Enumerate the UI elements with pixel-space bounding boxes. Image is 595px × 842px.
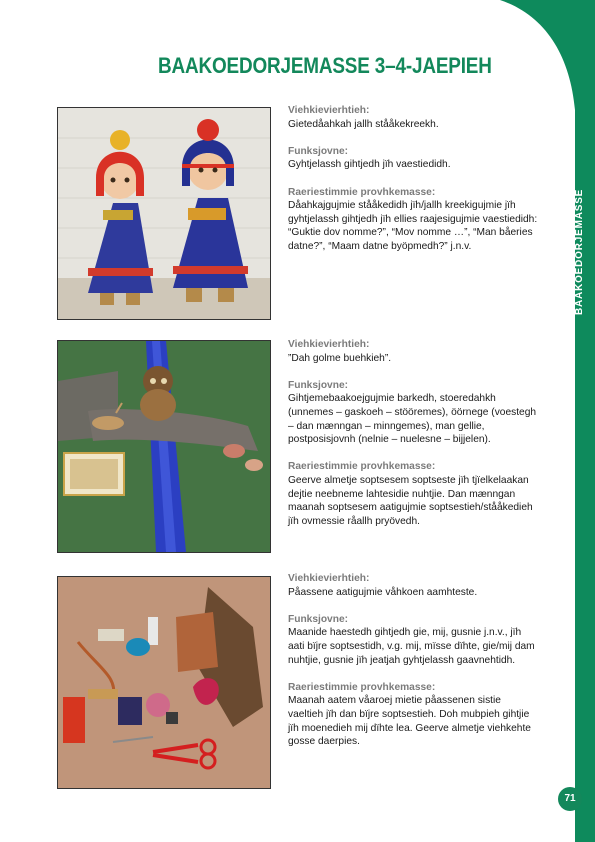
block-label: Funksjovne: [288, 145, 349, 157]
section-1-block-2 [288, 145, 538, 172]
block-text: Geerve almetje soptsesem soptseste jïh tjïelkelaakan dejtie neebneme lahtesidie nuhtjie. Dan mænngan maanah soptsesem aatigujmie soptsestieh/stååkedieh jïh ovmessie råallh pryövedh. [288, 474, 533, 527]
section-1-text [288, 104, 538, 267]
block-label: Raeriestimmie provhkemasse: [288, 681, 436, 693]
title-range: 3–4 [374, 53, 406, 78]
block-text: Dåahkajgujmie stååkedidh jïh/jallh kreekigujmie jïh gyhtjelassh gihtjedh jïh ellies raajesigujmie vaestiedidh: “Guktie dov nomme?”, “Mov nomme …”, “Man båeries datne?”, “Maam datne byöpmedh?” j.n.v. [288, 200, 538, 252]
side-label-text: BAAKOEDORJEMASSE [574, 188, 585, 315]
block-text: Maanide haestedh gihtjedh gie, mij, gusnie j.n.v., jïh aati bïjre soptsestidh, v.g. mij, mïsse dïhte, gie/mij dam nuhtjie, gusnie jïh jeatjah gyhtjelassh gaavnehtidh. [288, 627, 535, 666]
block-text: Gietedåahkah jallh stååkekreekh. [288, 118, 439, 130]
page-number: 71 [558, 787, 582, 811]
photo-sewing-items [57, 576, 271, 789]
block-text: Gyhtjelassh gihtjedh jïh vaestiedidh. [288, 159, 451, 171]
block-label: Raeriestimmie provhkemasse: [288, 461, 436, 473]
photo-troll-river-scene [57, 340, 271, 553]
title-prefix: BAAKOEDORJEMASSE [158, 53, 375, 78]
block-text: ”Dah golme buehkieh”. [288, 352, 392, 364]
section-1-block-3 [288, 186, 538, 254]
side-band [575, 0, 595, 842]
block-label: Viehkievierhtieh: [288, 573, 370, 584]
section-3-block-1 [288, 572, 538, 599]
block-label: Viehkievierhtieh: [288, 105, 370, 116]
block-label: Funksjovne: [288, 613, 349, 625]
corner-curve [475, 0, 595, 110]
section-3-block-3 [288, 681, 538, 749]
block-text: Maanah aatem våaroej mietie påassenen sistie vaeltieh jïh dan bïjre soptsestieh. Doh mubpieh gihtjie jïh moenedieh mij dïhte lea. Geerve almetje viehkehte gosse daerpies. [288, 695, 531, 748]
section-3-text [288, 572, 538, 762]
block-text: Påassene aatigujmie våhkoen aamhteste. [288, 586, 478, 598]
block-text: Gihtjemebaakoejgujmie barkedh, stoeredahkh (unnemes – gaskoeh – stööremes), öörnege (voestegh – dan mænngan – minngemes), man gellie, postposisjovnh (nelnie – nuelesne – bijjelen). [288, 393, 537, 446]
page-title [158, 53, 492, 79]
block-label: Funksjovne: [288, 379, 349, 391]
section-2-block-2 [288, 379, 538, 447]
title-suffix: -JAEPIEH [405, 53, 492, 78]
block-label: Viehkievierhtieh: [288, 339, 370, 350]
section-1-block-1 [288, 104, 538, 131]
section-2-text [288, 338, 538, 542]
section-3-block-2 [288, 613, 538, 667]
photo-two-sami-dolls [57, 107, 271, 320]
block-label: Raeriestimmie provhkemasse: [288, 186, 436, 198]
section-2-block-1 [288, 338, 538, 365]
section-2-block-3 [288, 460, 538, 528]
